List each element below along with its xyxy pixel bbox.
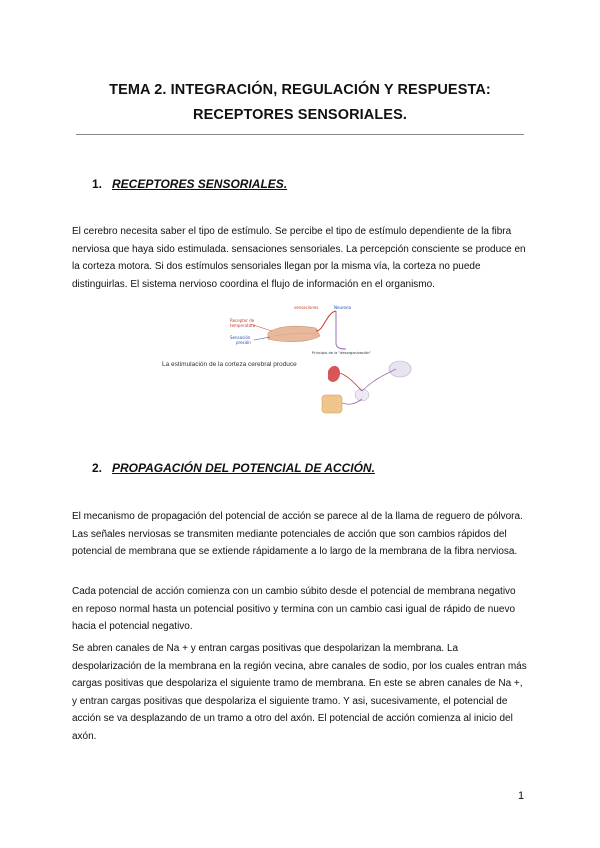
section-2-heading [92,461,375,475]
cortex-pathway-figure [318,355,418,421]
section-1-heading [92,177,287,191]
label-receptor: Receptor de [230,318,255,323]
label-pathway: Principio de la "desorganización" [312,351,372,355]
section-2-paragraph-1: El mecanismo de propagación del potencial de acción se parece al de la llama de reguero de pólvora. Las señales nerviosas se transmiten mediante potenciales de acción que son cambios rápidos del potencial de membrana que se extiende rápidamente a lo largo de la membrana de la fibra nerviosa. [72,511,523,558]
section-1-title: RECEPTORES SENSORIALES. [112,177,288,191]
sensory-receptor-figure [228,303,378,361]
document-title [60,78,540,128]
label-stimulus: Sensación [230,335,251,340]
figure-caption: La estimulación de la corteza cerebral produce [162,361,297,368]
page-number: 1 [518,790,525,802]
section-1-number: 1. [92,177,103,191]
muscle-icon [322,395,342,413]
label-sensation: sensaciones [294,305,319,310]
title-divider [76,134,524,135]
section-2-paragraph-3: Se abren canales de Na + y entran cargas positivas que despolarizan la membrana. La despolarización de la membrana en la región vecina, abre canales de sodio, por los cuales entran más cargas positivas que despolariza el siguiente tramo de membrana. En este se abren canales de Na +, y entran cargas positivas que despolariza el siguiente tramo. Y asi, sucesivamente, el potencial de acción se va desplazando de un tramo a otro del axón. El potencial de acción comienza al inicio del axón. [72,643,527,742]
label-stimulus-2: presión [236,340,251,345]
brain-icon [389,361,411,377]
section-2-number: 2. [92,461,103,475]
title-line-2: RECEPTORES SENSORIALES. [193,107,407,123]
title-line-1: TEMA 2. INTEGRACIÓN, REGULACIÓN Y RESPUESTA: [109,82,491,98]
label-receptor-2: temperatura [230,323,256,328]
label-neuron: Neurona [334,305,351,310]
hand-shape [268,326,320,342]
section-2-paragraph-2: Cada potencial de acción comienza con un cambio súbito desde el potencial de membrana negativo en reposo normal hasta un potencial positivo y termina con un cambio casi igual de rápido de nuevo hacia el potencial negativo. [72,586,516,633]
section-1-paragraph: El cerebro necesita saber el tipo de estímulo. Se percibe el tipo de estímulo dependiente de la fibra nerviosa que haya sido estimulada. sensaciones sensoriales. La percepción consciente se produce en la corteza motora. Si dos estímulos sensoriales llegan por la misma vía, la corteza no puede distinguirlas. El sistema nervioso coordina el flujo de información en el organismo. [72,226,526,290]
section-2-title: PROPAGACIÓN DEL POTENCIAL DE ACCIÓN. [112,461,375,475]
